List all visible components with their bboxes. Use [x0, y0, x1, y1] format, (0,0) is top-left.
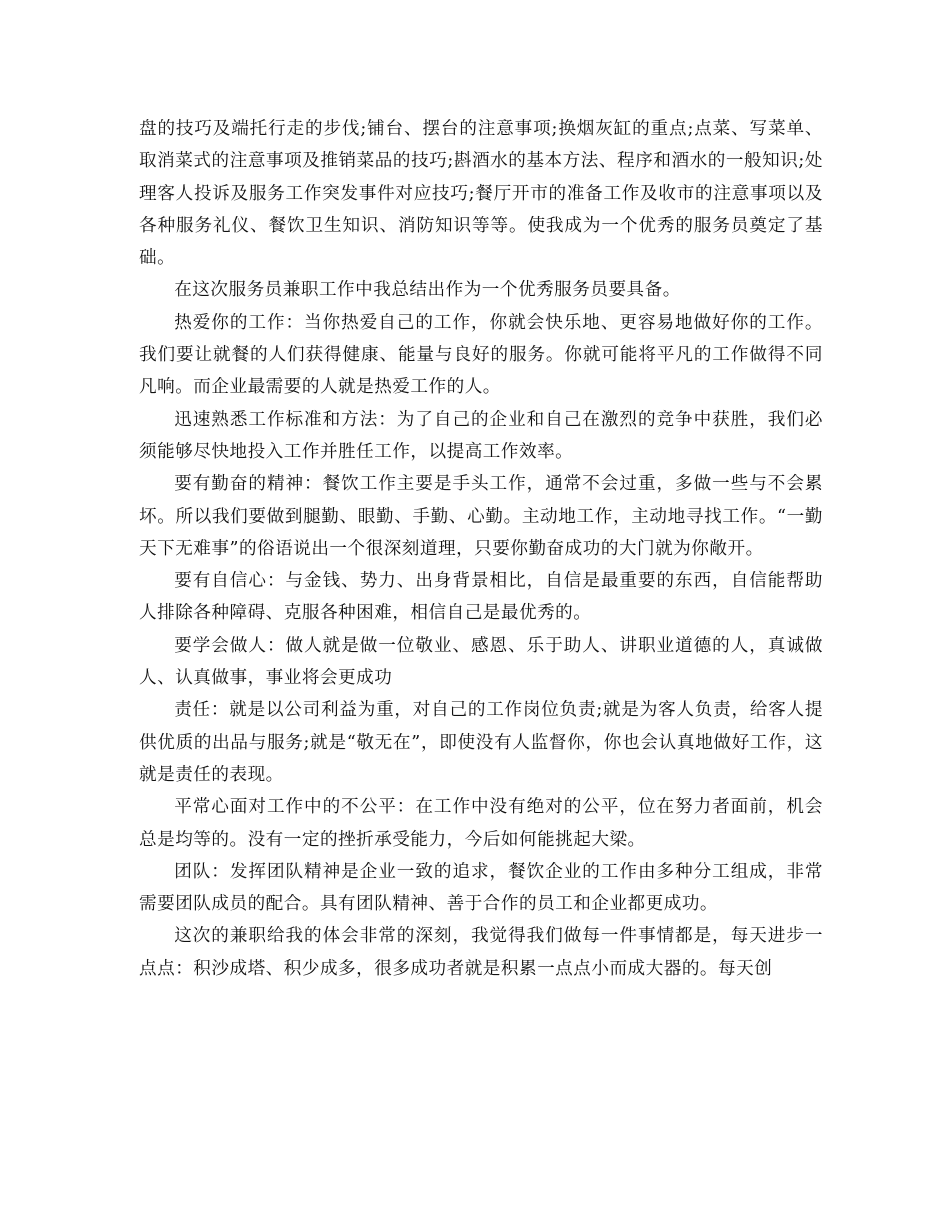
paragraph-teamwork: 团队：发挥团队精神是企业一致的追求，餐饮企业的工作由多种分工组成，非常需要团队成员的配合。具有团队精神、善于合作的员工和企业都更成功。 — [139, 861, 823, 915]
paragraph-face-unfairness: 平常心面对工作中的不公平：在工作中没有绝对的公平，位在努力者面前，机会总是均等的。没有一定的挫折承受能力，今后如何能挑起大梁。 — [139, 797, 823, 850]
paragraph-service-skills-continued: 盘的技巧及端托行走的步伐;铺台、摆台的注意事项;换烟灰缸的重点;点菜、写菜单、取消菜式的注意事项及推销菜品的技巧;斟酒水的基本方法、程序和酒水的一般知识;处理客人投诉及服务工作突发事件对应技巧;餐厅开市的准备工作及收市的注意事项以及各种服务礼仪、餐饮卫生知识、消防知识等等。使我成为一个优秀的服务员奠定了基础。 — [139, 119, 823, 269]
document-body — [139, 113, 823, 985]
paragraph-learn-to-be-a-person: 要学会做人：做人就是做一位敬业、感恩、乐于助人、讲职业道德的人，真诚做人、认真做事，事业将会更成功 — [139, 635, 823, 689]
paragraph-love-your-work: 热爱你的工作：当你热爱自己的工作，你就会快乐地、更容易地做好你的工作。我们要让就餐的人们获得健康、能量与良好的服务。你就可能将平凡的工作做得不同凡响。而企业最需要的人就是热爱工作的人。 — [139, 312, 823, 398]
paragraph-self-confidence: 要有自信心：与金钱、势力、出身背景相比，自信是最重要的东西，自信能帮助人排除各种障碍、克服各种困难，相信自己是最优秀的。 — [139, 571, 823, 624]
paragraph-summary-intro: 在这次服务员兼职工作中我总结出作为一个优秀服务员要具备。 — [174, 280, 681, 301]
paragraph-learn-standards: 迅速熟悉工作标准和方法：为了自己的企业和自己在激烈的竞争中获胜，我们必须能够尽快地投入工作并胜任工作，以提高工作效率。 — [139, 409, 823, 462]
paragraph-reflection: 这次的兼职给我的体会非常的深刻，我觉得我们做每一件事情都是，每天进步一点点：积沙成塔、积少成多，很多成功者就是积累一点点小而成大器的。每天创 — [139, 926, 823, 979]
paragraph-responsibility: 责任：就是以公司利益为重，对自己的工作岗位负责;就是为客人负责，给客人提供优质的出品与服务;就是“敬无在”，即使没有人监督你，你也会认真地做好工作，这就是责任的表现。 — [139, 700, 823, 785]
paragraph-diligence: 要有勤奋的精神：餐饮工作主要是手头工作，通常不会过重，多做一些与不会累坏。所以我们要做到腿勤、眼勤、手勤、心勤。主动地工作，主动地寻找工作。“一勤天下无难事”的俗语说出一个很深刻道理，只要你勤奋成功的大门就为你敞开。 — [139, 474, 823, 559]
